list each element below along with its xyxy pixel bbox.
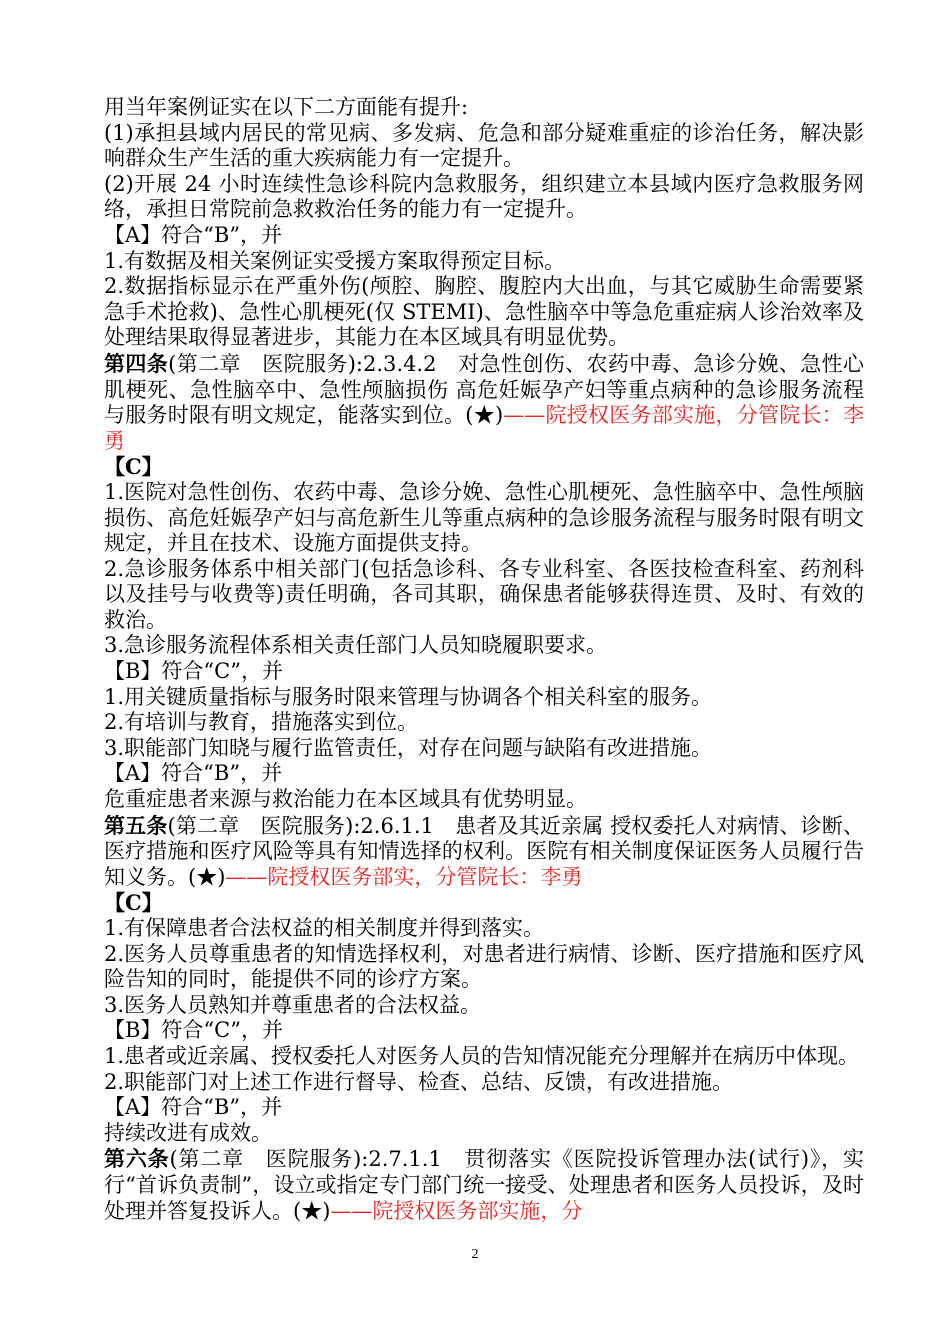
paragraph: 3.职能部门知晓与履行监管责任，对存在问题与缺陷有改进措施。: [104, 735, 713, 760]
paragraph: 【A】符合“B”，并: [104, 1095, 283, 1120]
page-number: 2: [471, 1247, 479, 1262]
paragraph: 1.医院对急性创伤、农药中毒、急诊分娩、急性心肌梗死、急性脑卒中、急性颅脑损伤、高危妊娠孕产妇与高危新生儿等重点病种的急诊服务流程与服务时限有明文规定，并且在技术、设施方面提供支持。: [104, 479, 864, 556]
paragraph: 1.患者或近亲属、授权委托人对医务人员的告知情况能充分理解并在病历中体现。: [104, 1043, 860, 1068]
article-body: (第二章 医院服务):2.6.1.1 患者及其近亲属 授权委托人对病情、诊断、医疗措施和医疗风险等具有知情选择的权利。医院有相关制度保证医务人员履行告知义务。(★): [104, 813, 865, 889]
paragraph: 【A】符合“B”，并: [104, 761, 283, 786]
paragraph: 1.有保障患者合法权益的相关制度并得到落实。: [104, 916, 545, 940]
paragraph: 2.职能部门对上述工作进行督导、检查、总结、反馈，有改进措施。: [104, 1069, 734, 1094]
paragraph: 用当年案例证实在以下二方面能有提升:: [104, 95, 469, 119]
article-6: [104, 1146, 864, 1224]
paragraph: 1.有数据及相关案例证实受援方案取得预定目标。: [104, 248, 566, 273]
paragraph: 持续改进有成效。: [104, 1120, 272, 1145]
paragraph: 【A】符合“B”，并: [104, 222, 283, 247]
article-body: (第二章 医院服务):2.7.1.1 贯彻落实《医院投诉管理办法(试行)》，实行“首诉负责制”，设立或指定专门部门统一接受、处理患者和医务人员投诉，及时处理并答复投诉人。(★): [104, 1147, 864, 1223]
paragraph: 2.有培训与教育，措施落实到位。: [104, 710, 419, 735]
paragraph: 3.急诊服务流程体系相关责任部门人员知晓履职要求。: [104, 633, 608, 658]
article-note: ——院授权医务部实施，分: [330, 1198, 583, 1223]
article-note: ——院授权医务部实，分管院长：李勇: [225, 864, 583, 889]
paragraph: 2.医务人员尊重患者的知情选择权利，对患者进行病情、诊断、医疗措施和医疗风险告知的同时，能提供不同的诊疗方案。: [104, 941, 864, 992]
article-5: [104, 813, 864, 891]
paragraph: 2.数据指标显示在严重外伤(颅腔、胸腔、腹腔内大出血，与其它威胁生命需要紧急手术抢救)、急性心肌梗死(仅 STEMI)、急性脑卒中等急危重症病人诊治效率及处理结果取得显著进步，其能力在本区域具有明显优势。: [104, 274, 864, 350]
paragraph: 【B】符合“C”，并: [104, 659, 283, 684]
article-label: 第四条: [104, 350, 169, 376]
article-label: 第六条: [104, 1146, 170, 1172]
article-body: (第二章 医院服务):2.3.4.2 对急性创伤、农药中毒、急诊分娩、急性心肌梗死、急性脑卒中、急性颅脑损伤 高危妊娠孕产妇等重点病种的急诊服务流程与服务时限有明文规定，能落实到位。(★): [104, 351, 864, 428]
paragraph: (1)承担县域内居民的常见病、多发病、危急和部分疑难重症的诊治任务，解决影响群众生产生活的重大疾病能力有一定提升。: [104, 120, 864, 171]
document-page: [104, 95, 864, 1224]
article-label: 第五条: [104, 812, 168, 838]
grade-heading: 【C】: [104, 454, 163, 480]
paragraph: 2.急诊服务体系中相关部门(包括急诊科、各专业科室、各医技检查科室、药剂科以及挂号与收费等)责任明确，各司其职，确保患者能够获得连贯、及时、有效的救治。: [104, 556, 864, 632]
article-4: [104, 351, 864, 454]
paragraph: 【B】符合“C”，并: [104, 1018, 283, 1043]
paragraph: (2)开展 24 小时连续性急诊科院内急救服务，组织建立本县域内医疗急救服务网络，承担日常院前急救救治任务的能力有一定提升。: [104, 171, 864, 222]
paragraph: 危重症患者来源与救治能力在本区域具有优势明显。: [104, 787, 587, 812]
article-note: ——院授权医务部实施，分管院长：李勇: [104, 403, 865, 453]
grade-heading: 【C】: [104, 890, 163, 916]
paragraph: 3.医务人员熟知并尊重患者的合法权益。: [104, 992, 482, 1017]
paragraph: 1.用关键质量指标与服务时限来管理与协调各个相关科室的服务。: [104, 684, 713, 709]
